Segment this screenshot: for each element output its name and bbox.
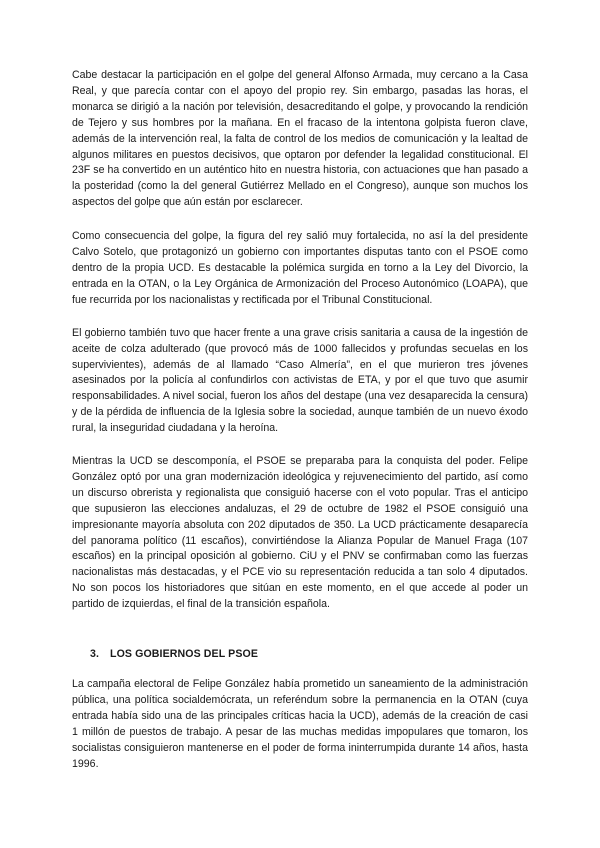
paragraph-crisis-sanitaria: El gobierno también tuvo que hacer frente a una grave crisis sanitaria a causa de la ingestión de aceite de colza adulterado (que provocó más de 1000 fallecidos y profundas secuelas en los supervivientes), además de al llamado “Caso Almería”, en el que murieron tres jóvenes asesinados por la policía al confundirlos con activistas de ETA, y por el que tuvo que asumir responsabilidades. A nivel social, fueron los años del destape (una vez desaparecida la censura) y de la pérdida de influencia de la Iglesia sobre la sociedad, aunque también de un nuevo éxodo rural, la inseguridad ciudadana y la heroína. — [72, 326, 528, 435]
paragraph-armada-golpe: Cabe destacar la participación en el golpe del general Alfonso Armada, muy cercano a la Casa Real, y que parecía contar con el apoyo del propio rey. Sin embargo, pasadas las horas, el monarca se dirigió a la nación por televisión, desacreditando el golpe, y provocando la rendición de Tejero y sus hombres por la mañana. En el fracaso de la intentona golpista fueron clave, además de la intervención real, la falta de control de los medios de comunicación y la lealtad de algunos militares en puestos decisivos, que optaron por defender la legalidad constitucional. El 23F se ha convertido en un auténtico hito en nuestra historia, con actuaciones que han pasado a la posteridad (como la del general Gutiérrez Mellado en el Congreso), aunque son muchos los aspectos del golpe que aún están por esclarecer. — [72, 69, 528, 209]
paragraph-psoe-conquista-poder: Mientras la UCD se descomponía, el PSOE se preparaba para la conquista del poder. Felipe González optó por una gran modernización ideológica y rejuvenecimiento del partido, así como un discurso obrerista y regionalista que consiguió hacerse con el voto popular. Tras el anticipo que supusieron las elecciones andaluzas, el 29 de octubre de 1982 el PSOE consiguió una impresionante mayoría absoluta con 202 diputados de 350. La UCD prácticamente desaparecía del panorama político (11 escaños), convirtiéndose la Alianza Popular de Manuel Fraga (107 escaños) en la principal oposición al gobierno. CiU y el PNV se confirmaban como las fuerzas nacionalistas más destacadas, y el PCE vio su representación reducida a tan solo 4 diputados. No son pocos los historiadores que sitúan en este momento, en el que accede al poder un partido de izquierdas, el final de la transición española. — [72, 455, 528, 611]
paragraph-consecuencias-golpe: Como consecuencia del golpe, la figura del rey salió muy fortalecida, no así la del presidente Calvo Sotelo, que protagonizó un gobierno con importantes disputas tanto con el PSOE como dentro de la propia UCD. Es destacable la polémica surgida en torno a la Ley del Divorcio, la entrada en la OTAN, o la Ley Orgánica de Armonización del Proceso Autonómico (LOAPA), que fue recurrida por los nacionalistas y rectificada por el Tribunal Constitucional. — [72, 230, 528, 306]
section-number: 3. — [90, 648, 100, 661]
section-title: LOS GOBIERNOS DEL PSOE — [110, 648, 258, 661]
document-page — [72, 68, 528, 790]
paragraph-campana-electoral: La campaña electoral de Felipe González había prometido un saneamiento de la administración pública, una política socialdemócrata, un referéndum sobre la permanencia en la OTAN (cuya entrada había sido una de las principales críticas hacia la UCD), además de la creación de casi 1 millón de puestos de trabajo. A pesar de las muchas medidas impopulares que tomaron, los socialistas consiguieron mantenerse en el poder de forma ininterrumpida durante 14 años, hasta 1996. — [72, 678, 528, 770]
section-heading — [90, 647, 528, 662]
